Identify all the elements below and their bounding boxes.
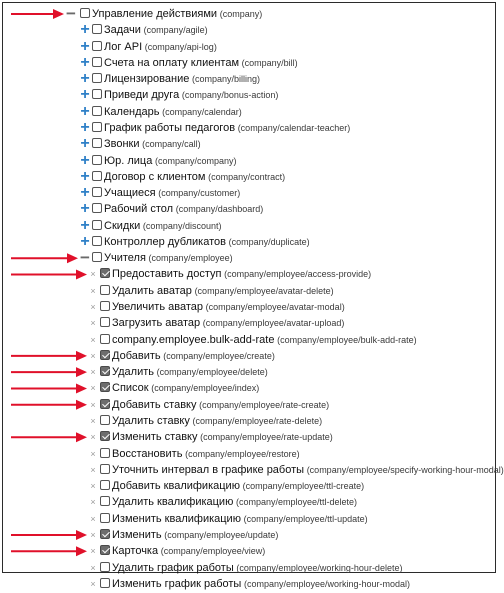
permission-label[interactable] — [112, 527, 278, 544]
permission-route: (company/billing) — [191, 74, 261, 85]
permission-label[interactable] — [104, 218, 221, 235]
permission-checkbox[interactable] — [100, 562, 110, 572]
remove-x-icon[interactable]: × — [90, 513, 96, 524]
permission-checkbox[interactable] — [100, 334, 110, 344]
tree-node — [3, 413, 497, 429]
permission-name: Карточка — [112, 545, 159, 558]
permission-route: (company/employee) — [148, 253, 233, 264]
remove-x-icon[interactable]: × — [90, 302, 96, 313]
tree-node — [3, 511, 497, 527]
permission-route: (company/bill) — [241, 57, 298, 68]
permission-name: Приведи друга — [104, 89, 180, 102]
permission-name: Изменить график работы — [112, 577, 242, 590]
permission-label[interactable] — [104, 201, 263, 218]
permission-name: Добавить квалификацию — [112, 480, 240, 493]
permission-name: Договор с клиентом — [104, 170, 206, 183]
permission-name: company.employee.bulk-add-rate — [112, 333, 275, 346]
tree-node — [3, 55, 497, 71]
expand-plus-icon[interactable]: + — [80, 232, 90, 250]
tree-node — [3, 104, 497, 120]
permission-label[interactable] — [112, 494, 357, 511]
permission-label[interactable] — [104, 39, 217, 56]
permission-checkbox[interactable] — [80, 8, 90, 18]
tree-node — [3, 446, 497, 462]
tree-node — [3, 22, 497, 38]
tree-node — [3, 6, 497, 22]
permission-label[interactable] — [104, 234, 310, 251]
tree-node — [3, 315, 497, 331]
permission-checkbox[interactable] — [100, 464, 110, 474]
tree-node — [3, 397, 497, 413]
permission-label[interactable] — [112, 429, 333, 446]
permission-label[interactable] — [104, 22, 208, 39]
permission-label[interactable] — [112, 446, 300, 463]
permissions-tree — [3, 3, 504, 590]
permission-name: Задачи — [104, 24, 141, 37]
permission-name: Изменить квалификацию — [112, 512, 241, 525]
permission-label[interactable] — [104, 153, 237, 170]
permission-checkbox[interactable] — [92, 138, 102, 148]
permission-label[interactable] — [112, 283, 334, 300]
permissions-panel — [2, 2, 504, 590]
permission-label[interactable] — [112, 348, 275, 365]
permission-label[interactable] — [104, 185, 240, 202]
permission-checkbox[interactable] — [92, 24, 102, 34]
permission-name: Учащиеся — [104, 187, 156, 200]
expand-plus-icon[interactable]: + — [80, 200, 90, 218]
tree-node — [3, 153, 497, 169]
tree-node — [3, 462, 504, 478]
permission-route: (company/employee/index) — [151, 383, 260, 394]
permission-route: (company/dashboard) — [175, 204, 264, 215]
permission-name: Учителя — [104, 252, 146, 265]
tree-node — [3, 348, 497, 364]
permission-route: (company/customer) — [158, 188, 241, 199]
remove-x-icon[interactable]: × — [90, 399, 96, 410]
expand-plus-icon[interactable]: + — [80, 151, 90, 169]
permission-route: (company/employee/rate-update) — [200, 432, 333, 443]
permission-name: Лицензирование — [104, 73, 190, 86]
permission-checkbox[interactable] — [100, 399, 110, 409]
permission-checkbox[interactable] — [92, 122, 102, 132]
tree-node — [3, 71, 497, 87]
permission-label[interactable] — [112, 478, 364, 495]
permission-route: (company/contract) — [208, 171, 286, 182]
permission-name: Загрузить аватар — [112, 317, 201, 330]
remove-x-icon[interactable]: × — [90, 285, 96, 296]
permission-label[interactable] — [104, 120, 350, 137]
permission-name: Увеличить аватар — [112, 301, 203, 314]
tree-node — [3, 429, 497, 445]
remove-x-icon[interactable]: × — [90, 269, 96, 280]
tree-node — [3, 39, 497, 55]
permission-name: Добавить ставку — [112, 398, 197, 411]
permission-checkbox[interactable] — [92, 220, 102, 230]
permission-name: Лог API — [104, 40, 143, 53]
permission-label[interactable] — [112, 380, 259, 397]
tree-node — [3, 527, 497, 543]
permission-route: (company/company) — [154, 155, 237, 166]
permission-checkbox[interactable] — [100, 529, 110, 539]
remove-x-icon[interactable]: × — [90, 383, 96, 394]
remove-x-icon[interactable]: × — [90, 448, 96, 459]
tree-node — [3, 136, 497, 152]
permission-checkbox[interactable] — [92, 187, 102, 197]
permission-name: Добавить — [112, 349, 161, 362]
tree-node — [3, 120, 497, 136]
permission-route: (company/agile) — [143, 25, 208, 36]
permission-checkbox[interactable] — [100, 285, 110, 295]
permission-route: (company/employee/ttl-delete) — [235, 497, 358, 508]
permission-checkbox[interactable] — [92, 203, 102, 213]
permission-route: (company/employee/ttl-create) — [242, 481, 365, 492]
permission-checkbox[interactable] — [92, 73, 102, 83]
permission-name: Звонки — [104, 138, 140, 151]
permission-name: Календарь — [104, 105, 160, 118]
expand-plus-icon[interactable]: + — [80, 70, 90, 88]
permission-route: (company/bonus-action) — [181, 90, 279, 101]
permission-route: (company/calendar) — [162, 106, 242, 117]
permission-route: (company/employee/working-hour-delete) — [236, 562, 403, 573]
permission-name: Изменить ставку — [112, 431, 198, 444]
permission-checkbox[interactable] — [92, 252, 102, 262]
permission-label[interactable] — [112, 462, 504, 479]
permission-name: Восстановить — [112, 447, 183, 460]
permission-checkbox[interactable] — [92, 57, 102, 67]
permission-route: (company/employee/bulk-add-rate) — [277, 334, 417, 345]
permission-label[interactable] — [112, 511, 368, 528]
permission-name: Удалить ставку — [112, 415, 190, 427]
permission-label[interactable] — [112, 299, 345, 316]
tree-node — [3, 332, 497, 348]
remove-x-icon[interactable]: × — [90, 562, 96, 573]
expand-plus-icon[interactable]: + — [80, 102, 90, 120]
permission-route: (company/employee/rate-create) — [199, 399, 330, 410]
remove-x-icon[interactable]: × — [90, 432, 96, 443]
permission-label[interactable] — [104, 71, 260, 88]
tree-node — [3, 380, 497, 396]
collapse-minus-icon[interactable]: − — [66, 4, 76, 23]
permission-checkbox[interactable] — [100, 431, 110, 441]
permission-label[interactable] — [92, 6, 262, 23]
permission-route: (company/employee/avatar-upload) — [202, 318, 345, 329]
permission-name: Удалить график работы — [112, 561, 234, 574]
permission-checkbox[interactable] — [100, 448, 110, 458]
tree-node — [3, 234, 497, 250]
expand-plus-icon[interactable]: + — [80, 118, 90, 136]
permission-checkbox[interactable] — [92, 155, 102, 165]
permission-name: Список — [112, 382, 149, 395]
remove-x-icon[interactable]: × — [90, 334, 96, 345]
permission-name: Изменить — [112, 528, 162, 541]
permission-name: Предоставить доступ — [112, 268, 222, 281]
permission-name: Счета на оплату клиентам — [104, 56, 240, 69]
permission-label[interactable] — [104, 87, 278, 104]
permission-checkbox[interactable] — [92, 236, 102, 246]
permission-route: (company/discount) — [142, 220, 222, 231]
permission-name: Уточнить интервал в графике работы — [112, 463, 305, 476]
tree-node — [3, 218, 497, 234]
expand-plus-icon[interactable]: + — [80, 167, 90, 185]
permission-name: График работы педагогов — [104, 121, 236, 134]
permission-checkbox[interactable] — [92, 89, 102, 99]
tree-node — [3, 250, 497, 266]
permission-checkbox[interactable] — [92, 106, 102, 116]
permission-label[interactable] — [112, 315, 344, 332]
permission-name: Рабочий стол — [104, 203, 174, 216]
remove-x-icon[interactable]: × — [90, 481, 96, 492]
permission-route: (company/employee/delete) — [156, 367, 268, 378]
expand-plus-icon[interactable]: + — [80, 216, 90, 234]
expand-plus-icon[interactable]: + — [80, 86, 90, 104]
expand-plus-icon[interactable]: + — [80, 37, 90, 55]
permission-label[interactable] — [112, 332, 417, 349]
permission-checkbox[interactable] — [92, 41, 102, 51]
tree-node — [3, 543, 497, 559]
tree-node — [3, 283, 497, 299]
tree-node — [3, 299, 497, 315]
permission-checkbox[interactable] — [100, 366, 110, 376]
permission-checkbox[interactable] — [100, 578, 110, 588]
permission-label[interactable] — [104, 104, 242, 121]
permission-name: Удалить — [112, 366, 154, 379]
remove-x-icon[interactable]: × — [90, 318, 96, 329]
permission-route: (company) — [219, 9, 263, 19]
permission-checkbox[interactable] — [100, 513, 110, 523]
remove-x-icon[interactable]: × — [90, 367, 96, 378]
permission-route: (company/employee/working-hour-modal) — [243, 578, 411, 589]
tree-node — [3, 87, 497, 103]
permission-route: (company/employee/view) — [160, 546, 266, 557]
expand-plus-icon[interactable]: + — [80, 21, 90, 39]
permission-name: Удалить аватар — [112, 284, 192, 297]
permission-name: Юр. лица — [104, 154, 153, 167]
permission-label[interactable] — [112, 576, 410, 593]
remove-x-icon[interactable]: × — [90, 464, 96, 475]
permission-route: (company/employee/update) — [164, 529, 279, 540]
permission-label[interactable] — [112, 397, 329, 414]
permission-checkbox[interactable] — [100, 480, 110, 490]
tree-node — [3, 266, 497, 282]
permission-route: (company/employee/restore) — [185, 448, 300, 459]
permission-label[interactable] — [104, 136, 201, 153]
permission-label[interactable] — [104, 169, 285, 186]
expand-plus-icon[interactable]: + — [80, 184, 90, 202]
tree-node — [3, 576, 497, 592]
permission-route: (company/duplicate) — [228, 236, 310, 247]
permission-label[interactable] — [112, 543, 265, 560]
tree-node — [3, 364, 497, 380]
permission-label[interactable] — [112, 266, 371, 283]
permission-route: (company/employee/avatar-modal) — [205, 302, 345, 313]
remove-x-icon[interactable]: × — [90, 497, 96, 508]
permission-route: (company/employee/create) — [163, 350, 275, 361]
remove-x-icon[interactable]: × — [90, 350, 96, 361]
expand-plus-icon[interactable]: + — [80, 53, 90, 71]
permission-name: Скидки — [104, 219, 141, 232]
permission-checkbox[interactable] — [100, 496, 110, 506]
permission-label[interactable] — [112, 560, 402, 577]
permission-label[interactable] — [104, 250, 233, 267]
permission-name: Контроллер дубликатов — [104, 235, 226, 248]
expand-plus-icon[interactable]: + — [80, 135, 90, 153]
permission-route: (company/employee/rate-delete) — [192, 416, 323, 426]
tree-node — [3, 185, 497, 201]
permission-name: Управление действиями — [92, 8, 218, 20]
permission-route: (company/employee/specify-working-hour-modal) — [306, 464, 504, 475]
permission-checkbox[interactable] — [100, 350, 110, 360]
permission-route: (company/calendar-teacher) — [237, 122, 351, 133]
permission-checkbox[interactable] — [100, 301, 110, 311]
permission-route: (company/employee/access-provide) — [224, 269, 372, 280]
remove-x-icon[interactable]: × — [90, 578, 96, 589]
permission-route: (company/api-log) — [144, 41, 217, 52]
permission-route: (company/call) — [142, 139, 201, 150]
permission-checkbox[interactable] — [100, 268, 110, 278]
permission-checkbox[interactable] — [100, 382, 110, 392]
tree-node — [3, 169, 497, 185]
permission-label[interactable] — [112, 413, 322, 430]
permission-name: Удалить квалификацию — [112, 496, 234, 509]
tree-node — [3, 478, 497, 494]
permission-checkbox[interactable] — [100, 545, 110, 555]
permission-label[interactable] — [112, 364, 268, 381]
tree-node — [3, 560, 497, 576]
tree-node — [3, 201, 497, 217]
remove-x-icon[interactable]: × — [90, 416, 96, 426]
permission-label[interactable] — [104, 55, 298, 72]
remove-x-icon[interactable]: × — [90, 546, 96, 557]
permission-checkbox[interactable] — [92, 171, 102, 181]
collapse-minus-icon[interactable]: − — [80, 248, 90, 268]
permission-checkbox[interactable] — [100, 415, 110, 425]
remove-x-icon[interactable]: × — [90, 529, 96, 540]
permission-route: (company/employee/ttl-update) — [243, 513, 368, 524]
permission-route: (company/employee/avatar-delete) — [194, 285, 334, 296]
permission-checkbox[interactable] — [100, 317, 110, 327]
tree-node — [3, 494, 497, 510]
